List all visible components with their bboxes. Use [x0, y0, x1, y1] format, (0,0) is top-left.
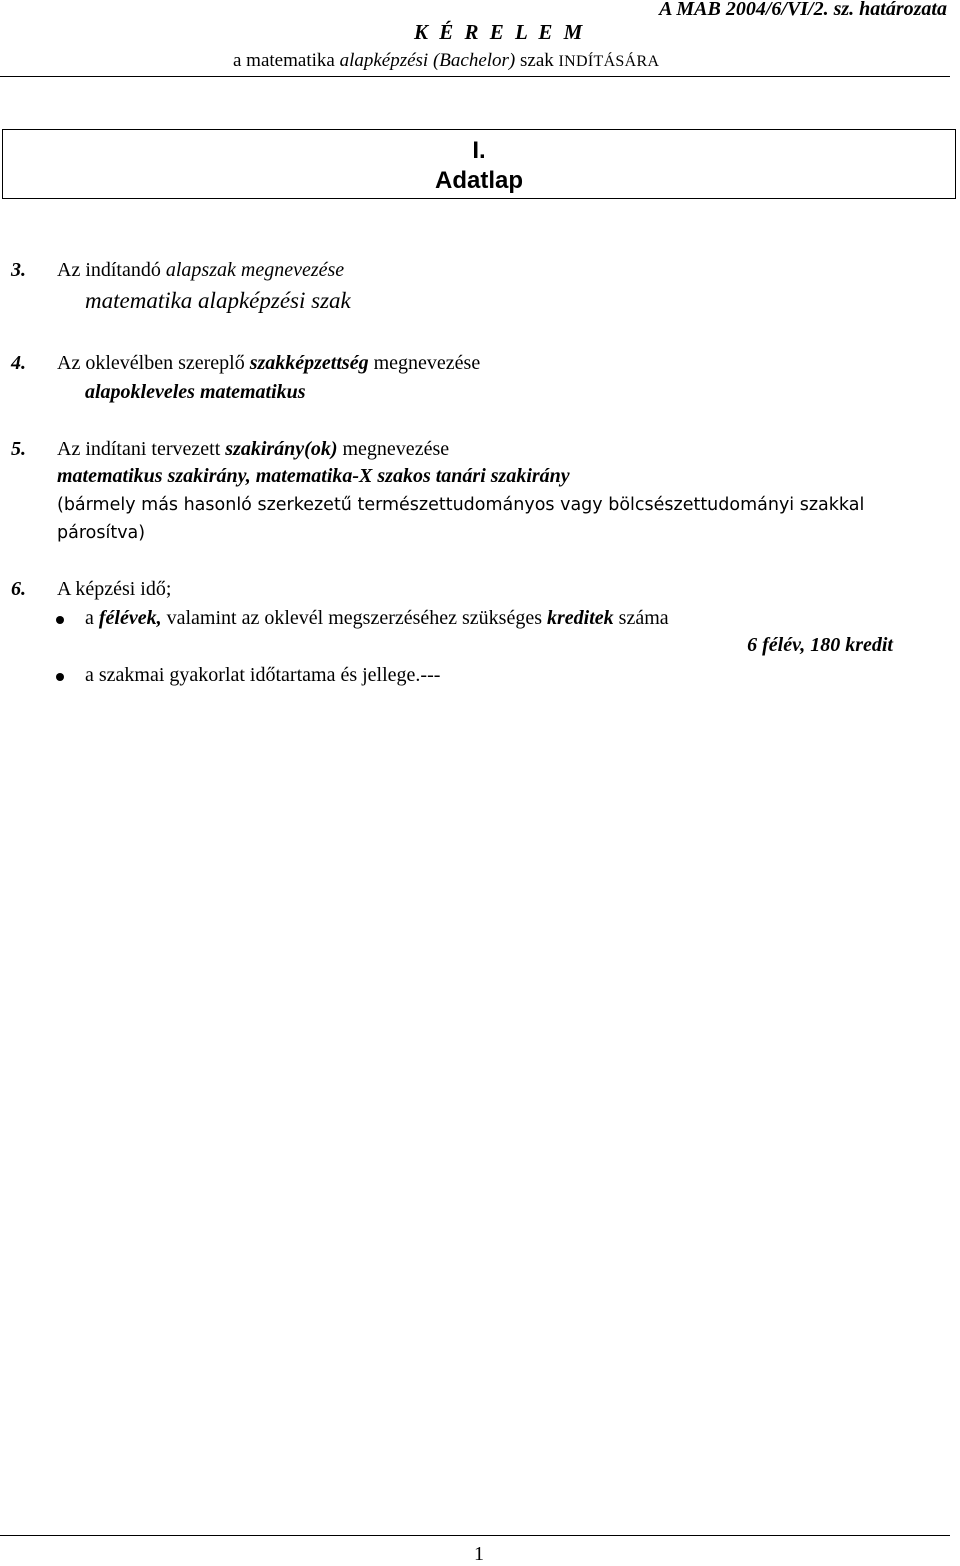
- bullet-icon: [56, 673, 64, 681]
- bullet-icon: [56, 616, 64, 624]
- item-6-label: A képzési idő;: [57, 578, 172, 600]
- item-6-number: 6.: [11, 578, 26, 600]
- section-numeral: I.: [472, 137, 486, 164]
- subtitle-prefix: a matematika: [233, 50, 335, 71]
- item-5-note-line-1: (bármely más hasonló szerkezetű természettudományos vagy bölcsészettudományi szakkal: [57, 495, 865, 515]
- item-5-value: matematikus szakirány, matematika-X szakos tanári szakirány: [57, 465, 570, 487]
- item-3-value: matematika alapképzési szak: [85, 288, 351, 313]
- item-4-label: Az oklevélben szereplő szakképzettség megnevezése: [57, 352, 481, 374]
- item-3-number: 3.: [11, 259, 26, 281]
- item-5-note-line-2: párosítva): [57, 523, 146, 543]
- item-5-number: 5.: [11, 438, 26, 460]
- section-heading: Adatlap: [434, 167, 523, 194]
- header-divider: [0, 76, 950, 77]
- subtitle-italic: alapképzési (Bachelor): [339, 50, 516, 71]
- subtitle-caps: INDÍTÁSÁRA: [558, 53, 660, 70]
- section-heading-box: [2, 129, 956, 199]
- footer-divider: [0, 1535, 950, 1536]
- item-4-number: 4.: [11, 352, 26, 374]
- item-3-label: Az indítandó alapszak megnevezése: [57, 259, 345, 281]
- document-title: K É R E L E M: [414, 20, 586, 44]
- item-4-value: alapokleveles matematikus: [85, 381, 306, 403]
- item-6-bullet-1: a félévek, valamint az oklevél megszerzéséhez szükséges kreditek száma: [85, 607, 669, 629]
- page-number: 1: [474, 1543, 484, 1565]
- item-6-bullet-2: a szakmai gyakorlat időtartama és jellege.---: [85, 664, 441, 686]
- subtitle-mid: szak: [520, 50, 554, 71]
- item-6-bullet-1-value: 6 félév, 180 kredit: [747, 634, 893, 656]
- item-5-label: Az indítani tervezett szakirány(ok) megnevezése: [57, 438, 450, 460]
- document-subtitle: [233, 50, 659, 72]
- decision-reference: A MAB 2004/6/VI/2. sz. határozata: [659, 0, 947, 20]
